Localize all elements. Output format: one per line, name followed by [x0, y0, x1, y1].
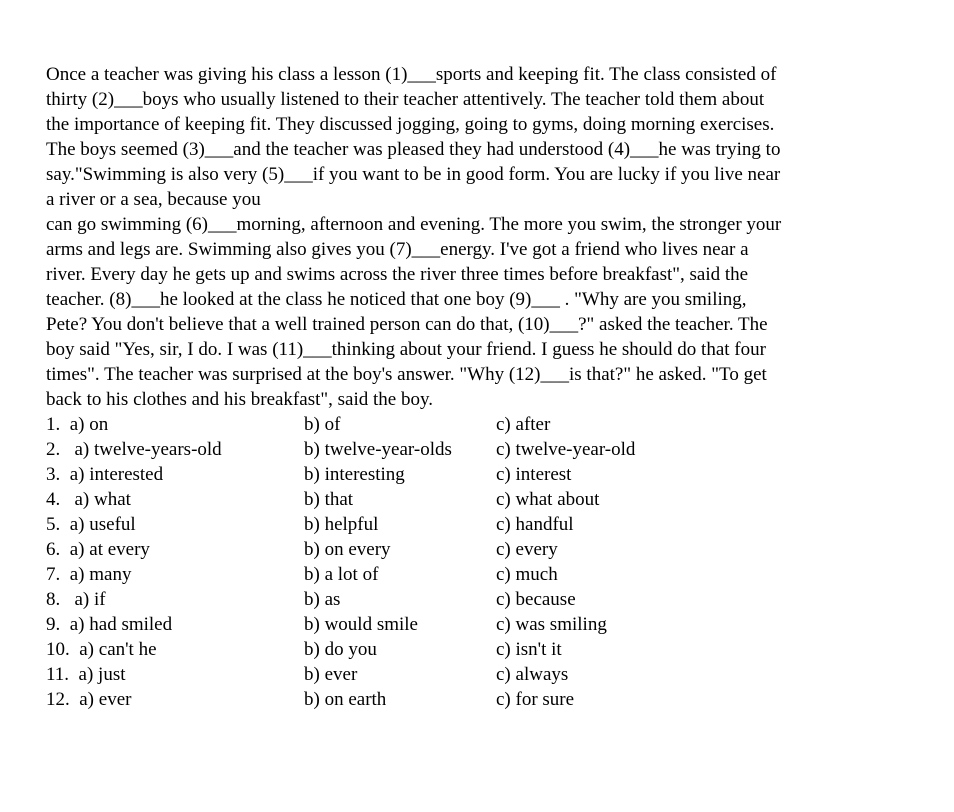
option-row — [46, 612, 846, 637]
passage-line: Once a teacher was giving his class a lesson (1)___sports and keeping fit. The class consisted of — [46, 64, 777, 85]
option-b: b) as — [304, 589, 341, 610]
option-c: c) twelve-year-old — [496, 439, 636, 460]
option-row — [46, 512, 846, 537]
option-b: b) ever — [304, 664, 358, 685]
passage-line: times". The teacher was surprised at the boy's answer. "Why (12)___is that?" he asked. "To get — [46, 364, 767, 385]
option-a: 3. a) interested — [46, 464, 164, 485]
passage-line: thirty (2)___boys who usually listened to their teacher attentively. The teacher told them about — [46, 89, 765, 110]
option-row — [46, 637, 846, 662]
option-b: b) on earth — [304, 689, 387, 710]
option-b: b) on every — [304, 539, 391, 560]
passage-line: Pete? You don't believe that a well trained person can do that, (10)___?" asked the teacher. The — [46, 314, 768, 335]
option-c: c) after — [496, 414, 551, 435]
option-b: b) twelve-year-olds — [304, 439, 452, 460]
option-a: 8. a) if — [46, 589, 106, 610]
option-a: 11. a) just — [46, 664, 126, 685]
option-a: 6. a) at every — [46, 539, 150, 560]
option-c: c) much — [496, 564, 558, 585]
option-b: b) of — [304, 414, 341, 435]
option-row — [46, 562, 846, 587]
option-c: c) always — [496, 664, 569, 685]
option-a: 10. a) can't he — [46, 639, 157, 660]
answer-options — [46, 412, 846, 712]
option-c: c) every — [496, 539, 558, 560]
option-row — [46, 412, 846, 437]
option-c: c) for sure — [496, 689, 575, 710]
option-a: 5. a) useful — [46, 514, 136, 535]
passage-line: can go swimming (6)___morning, afternoon and evening. The more you swim, the stronger your — [46, 214, 782, 235]
option-a: 7. a) many — [46, 564, 132, 585]
option-c: c) isn't it — [496, 639, 562, 660]
option-b: b) interesting — [304, 464, 405, 485]
passage-line: The boys seemed (3)___and the teacher was pleased they had understood (4)___he was trying to — [46, 139, 781, 160]
passage-line: back to his clothes and his breakfast", said the boy. — [46, 389, 433, 410]
option-c: c) handful — [496, 514, 574, 535]
option-row — [46, 437, 846, 462]
option-a: 9. a) had smiled — [46, 614, 173, 635]
passage-text — [46, 62, 906, 412]
option-b: b) helpful — [304, 514, 379, 535]
option-c: c) because — [496, 589, 576, 610]
option-a: 2. a) twelve-years-old — [46, 439, 222, 460]
option-c: c) was smiling — [496, 614, 607, 635]
passage-line: the importance of keeping fit. They discussed jogging, going to gyms, doing morning exercises. — [46, 114, 775, 135]
option-row — [46, 537, 846, 562]
option-a: 12. a) ever — [46, 689, 132, 710]
option-b: b) would smile — [304, 614, 418, 635]
passage-line: boy said "Yes, sir, I do. I was (11)___thinking about your friend. I guess he should do that four — [46, 339, 766, 360]
option-a: 1. a) on — [46, 414, 109, 435]
option-row — [46, 462, 846, 487]
option-b: b) that — [304, 489, 354, 510]
option-c: c) what about — [496, 489, 600, 510]
option-b: b) do you — [304, 639, 377, 660]
option-a: 4. a) what — [46, 489, 131, 510]
passage-line: a river or a sea, because you — [46, 189, 261, 210]
passage-line: river. Every day he gets up and swims across the river three times before breakfast", said the — [46, 264, 749, 285]
option-c: c) interest — [496, 464, 572, 485]
option-row — [46, 487, 846, 512]
option-row — [46, 662, 846, 687]
passage-line: teacher. (8)___he looked at the class he noticed that one boy (9)___ . "Why are you smiling, — [46, 289, 747, 310]
option-b: b) a lot of — [304, 564, 379, 585]
option-row — [46, 587, 846, 612]
option-row — [46, 687, 846, 712]
passage-line: arms and legs are. Swimming also gives you (7)___energy. I've got a friend who lives near a — [46, 239, 749, 260]
passage-line: say."Swimming is also very (5)___if you want to be in good form. You are lucky if you live near — [46, 164, 781, 185]
